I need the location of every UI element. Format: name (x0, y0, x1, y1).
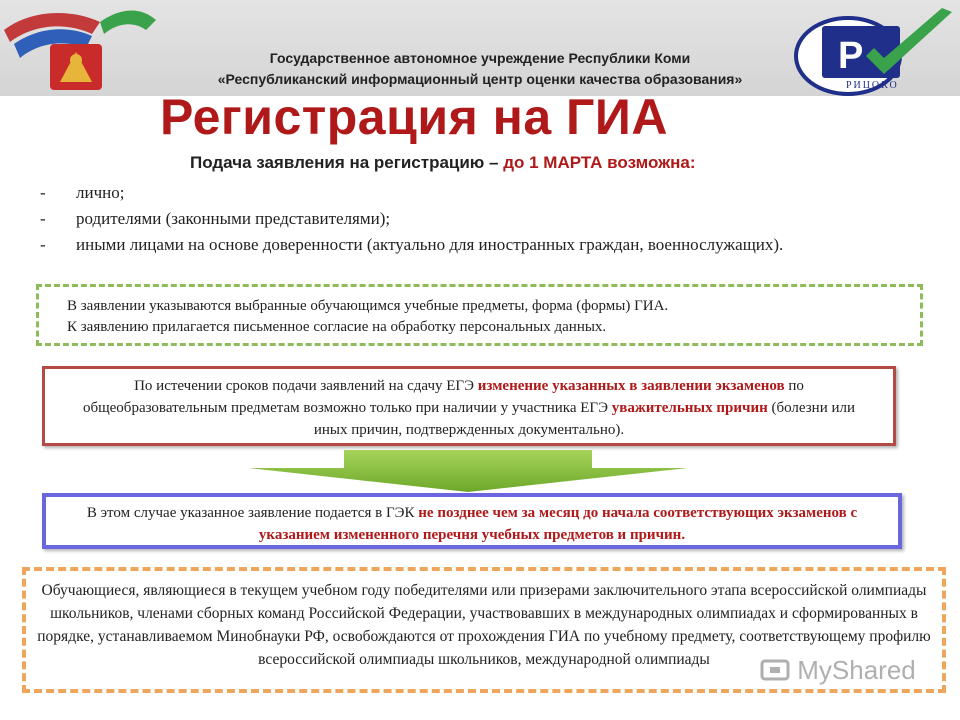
list-item-text: иными лицами на основе доверенности (актуально для иностранных граждан, военнослужащих). (76, 235, 784, 254)
subtitle-lead: Подача заявления на регистрацию (190, 153, 485, 172)
box3-text-1: В этом случае указанное заявление подается в ГЭК (86, 505, 419, 521)
gek-submission-box (42, 493, 902, 549)
ritsoko-logo-caption: РИЦОКО (846, 80, 899, 91)
box1-line-1: В заявлении указываются выбранные обучающимся учебные предметы, форма (формы) ГИА. (67, 298, 669, 314)
watermark-text: MyShared (797, 655, 916, 685)
watermark-logo-icon (760, 657, 790, 683)
box3-highlight-1: не позднее чем за месяц до начала соответствующих экзаменов с указанием измененного перечня учебных предметов и причин. (258, 505, 858, 543)
subtitle-dash: – (484, 153, 504, 172)
list-item-text: родителями (законными представителями); (76, 209, 391, 228)
list-item (40, 180, 920, 206)
box2-text-3: (болезни или иных причин, подтвержденных документально). (313, 400, 856, 438)
subtitle-highlight: до 1 МАРТА возможна: (503, 153, 696, 172)
down-arrow-icon (248, 450, 688, 492)
list-item (40, 206, 920, 232)
header-line-1: Государственное автономное учреждение Республики Коми (269, 50, 691, 66)
list-dash: - (40, 235, 46, 254)
submission-methods-list (40, 180, 920, 258)
box2-highlight-2: уважительных причин (611, 400, 768, 416)
page-title: Регистрация на ГИА (160, 89, 668, 145)
exam-change-box (42, 366, 896, 446)
header-banner (0, 0, 960, 96)
box2-text-1: По истечении сроков подачи заявлений на сдачу ЕГЭ (134, 378, 478, 394)
box4-text: Обучающиеся, являющиеся в текущем учебном году победителями или призерами заключительного этапа всероссийской олимпиады школьников, членами сборных команд Российской Федерации, участвовавших в международных олимпиадах и сформированных в порядке, устанавливаемом Минобнауки РФ, освобождаются от прохождения ГИА по учебному предмету, соответствующему профилю всероссийской олимпиады школьников, международной олимпиады (37, 582, 931, 668)
svg-text:Р: Р (838, 35, 864, 77)
list-dash: - (40, 209, 46, 228)
list-item-text: лично; (76, 183, 125, 202)
subtitle (190, 153, 696, 173)
box2-text-2: по общеобразовательным предметам возможно только при наличии у участника ЕГЭ (82, 378, 804, 416)
box2-highlight-1: изменение указанных в заявлении экзаменов (477, 378, 785, 394)
komi-emblem-icon (0, 0, 160, 96)
header-line-2: «Республиканский информационный центр оценки качества образования» (217, 71, 743, 87)
list-item (40, 232, 920, 258)
list-dash: - (40, 183, 46, 202)
application-contents-box (36, 284, 923, 346)
box1-line-2: К заявлению прилагается письменное согласие на обработку персональных данных. (67, 319, 607, 335)
watermark (760, 655, 916, 686)
